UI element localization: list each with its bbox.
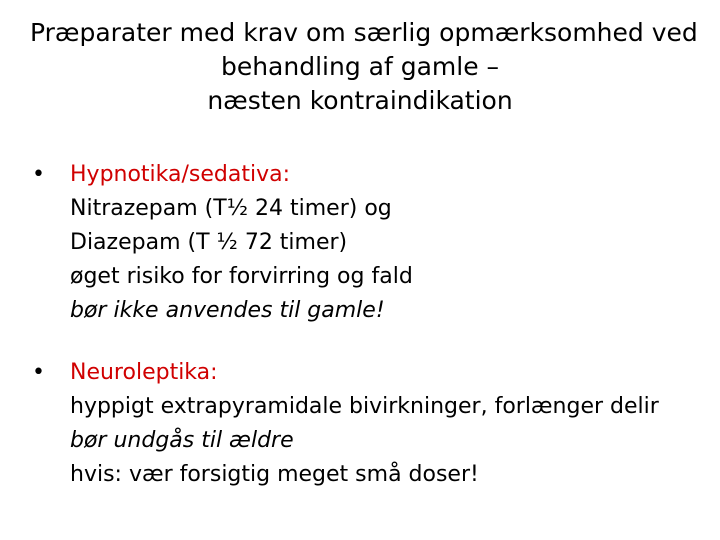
title-line: behandling af gamle – — [220, 52, 500, 81]
bullet-icon: • — [32, 360, 45, 385]
title-line: Præparater med krav om særlig opmærksomhed ved — [30, 18, 698, 47]
bullet-heading: Neuroleptika: — [70, 360, 218, 385]
bullet-icon: • — [32, 162, 45, 187]
bullet-hypnotika — [30, 158, 700, 328]
bullet-line: Diazepam (T ½ 72 timer) — [70, 230, 348, 255]
bullet-neuroleptika — [30, 356, 700, 492]
bullet-heading: Hypnotika/sedativa: — [70, 162, 291, 187]
slide-title — [30, 16, 698, 118]
bullet-warning: bør ikke anvendes til gamle! — [70, 298, 385, 323]
bullet-line: hvis: vær forsigtig meget små doser! — [70, 462, 479, 487]
bullet-line: hyppigt extrapyramidale bivirkninger, forlænger delir — [70, 394, 659, 419]
title-line: næsten kontraindikation — [207, 86, 513, 115]
bullet-line: øget risiko for forvirring og fald — [70, 264, 413, 289]
bullet-warning: bør undgås til ældre — [70, 428, 294, 453]
bullet-line: Nitrazepam (T½ 24 timer) og — [70, 196, 392, 221]
